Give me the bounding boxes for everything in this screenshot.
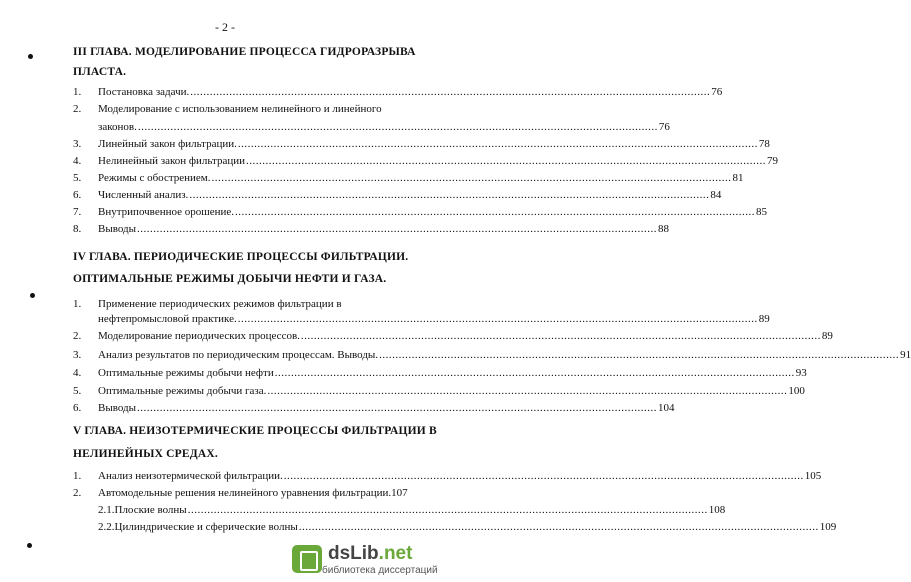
punch-hole-mark [27, 543, 32, 548]
toc-entry[interactable]: 2. Моделирование периодических процессов. ..... 89 [73, 330, 403, 342]
chapter-3-title-cont: ПЛАСТА. [73, 66, 127, 78]
toc-entry[interactable]: 3. Линейный закон фильтрации. ..... 78 [73, 138, 403, 150]
chapter-5-title-cont: НЕЛИНЕЙНЫХ СРЕДАХ. [73, 448, 218, 460]
toc-entry[interactable]: 2. Автомодельные решения нелинейного уравнения фильтрации. 107 [73, 487, 408, 499]
dslib-subtitle: библиотека диссертаций [322, 565, 438, 576]
toc-entry[interactable]: 6. Численный анализ. ..... 84 [73, 189, 403, 201]
chapter-4-title: IV ГЛАВА. ПЕРИОДИЧЕСКИЕ ПРОЦЕССЫ ФИЛЬТРАЦИИ. [73, 251, 409, 263]
toc-entry[interactable]: 3. Анализ результатов по периодическим процессам. Выводы. ..... 91 [73, 349, 403, 361]
toc-entry-continuation[interactable]: законов. ..... 76 [98, 121, 403, 133]
chapter-3-title: III ГЛАВА. МОДЕЛИРОВАНИЕ ПРОЦЕССА ГИДРОРАЗРЫВА [73, 46, 416, 58]
toc-entry-continuation[interactable]: нефтепромысловой практике. ..... 89 [98, 313, 403, 325]
toc-entry[interactable]: 5. Оптимальные режимы добычи газа. ..... 100 [73, 385, 403, 397]
toc-entry[interactable]: 1. Анализ неизотермической фильтрации. ..... 105 [73, 470, 403, 482]
toc-entry[interactable]: 1. Применение периодических режимов фильтрации в [73, 298, 342, 310]
toc-subentry[interactable]: 2.2.Цилиндрические и сферические волны ..... 109 [98, 521, 403, 533]
toc-entry[interactable]: 2. Моделирование с использованием нелинейного и линейного [73, 103, 382, 115]
toc-entry[interactable]: 1. Постановка задачи. ..... 76 [73, 86, 403, 98]
dslib-logo[interactable]: dsLib.net [328, 543, 413, 564]
toc-entry[interactable]: 4. Оптимальные режимы добычи нефти ..... 93 [73, 367, 403, 379]
toc-entry[interactable]: 5. Режимы с обострением. ..... 81 [73, 172, 403, 184]
dslib-book-icon [292, 545, 322, 573]
page-number: - 2 - [215, 20, 235, 34]
toc-entry[interactable]: 7. Внутрипочвенное орошение. ..... 85 [73, 206, 403, 218]
punch-hole-mark [28, 54, 33, 59]
toc-entry[interactable]: 4. Нелинейный закон фильтрации ..... 79 [73, 155, 403, 167]
chapter-5-title: V ГЛАВА. НЕИЗОТЕРМИЧЕСКИЕ ПРОЦЕССЫ ФИЛЬТРАЦИИ В [73, 425, 437, 437]
toc-entry[interactable]: 6. Выводы ..... 104 [73, 402, 403, 414]
toc-entry[interactable]: 8. Выводы ..... 88 [73, 223, 403, 235]
punch-hole-mark [30, 293, 35, 298]
chapter-4-title-cont: ОПТИМАЛЬНЫЕ РЕЖИМЫ ДОБЫЧИ НЕФТИ И ГАЗА. [73, 273, 387, 285]
toc-subentry[interactable]: 2.1.Плоские волны ..... 108 [98, 504, 403, 516]
